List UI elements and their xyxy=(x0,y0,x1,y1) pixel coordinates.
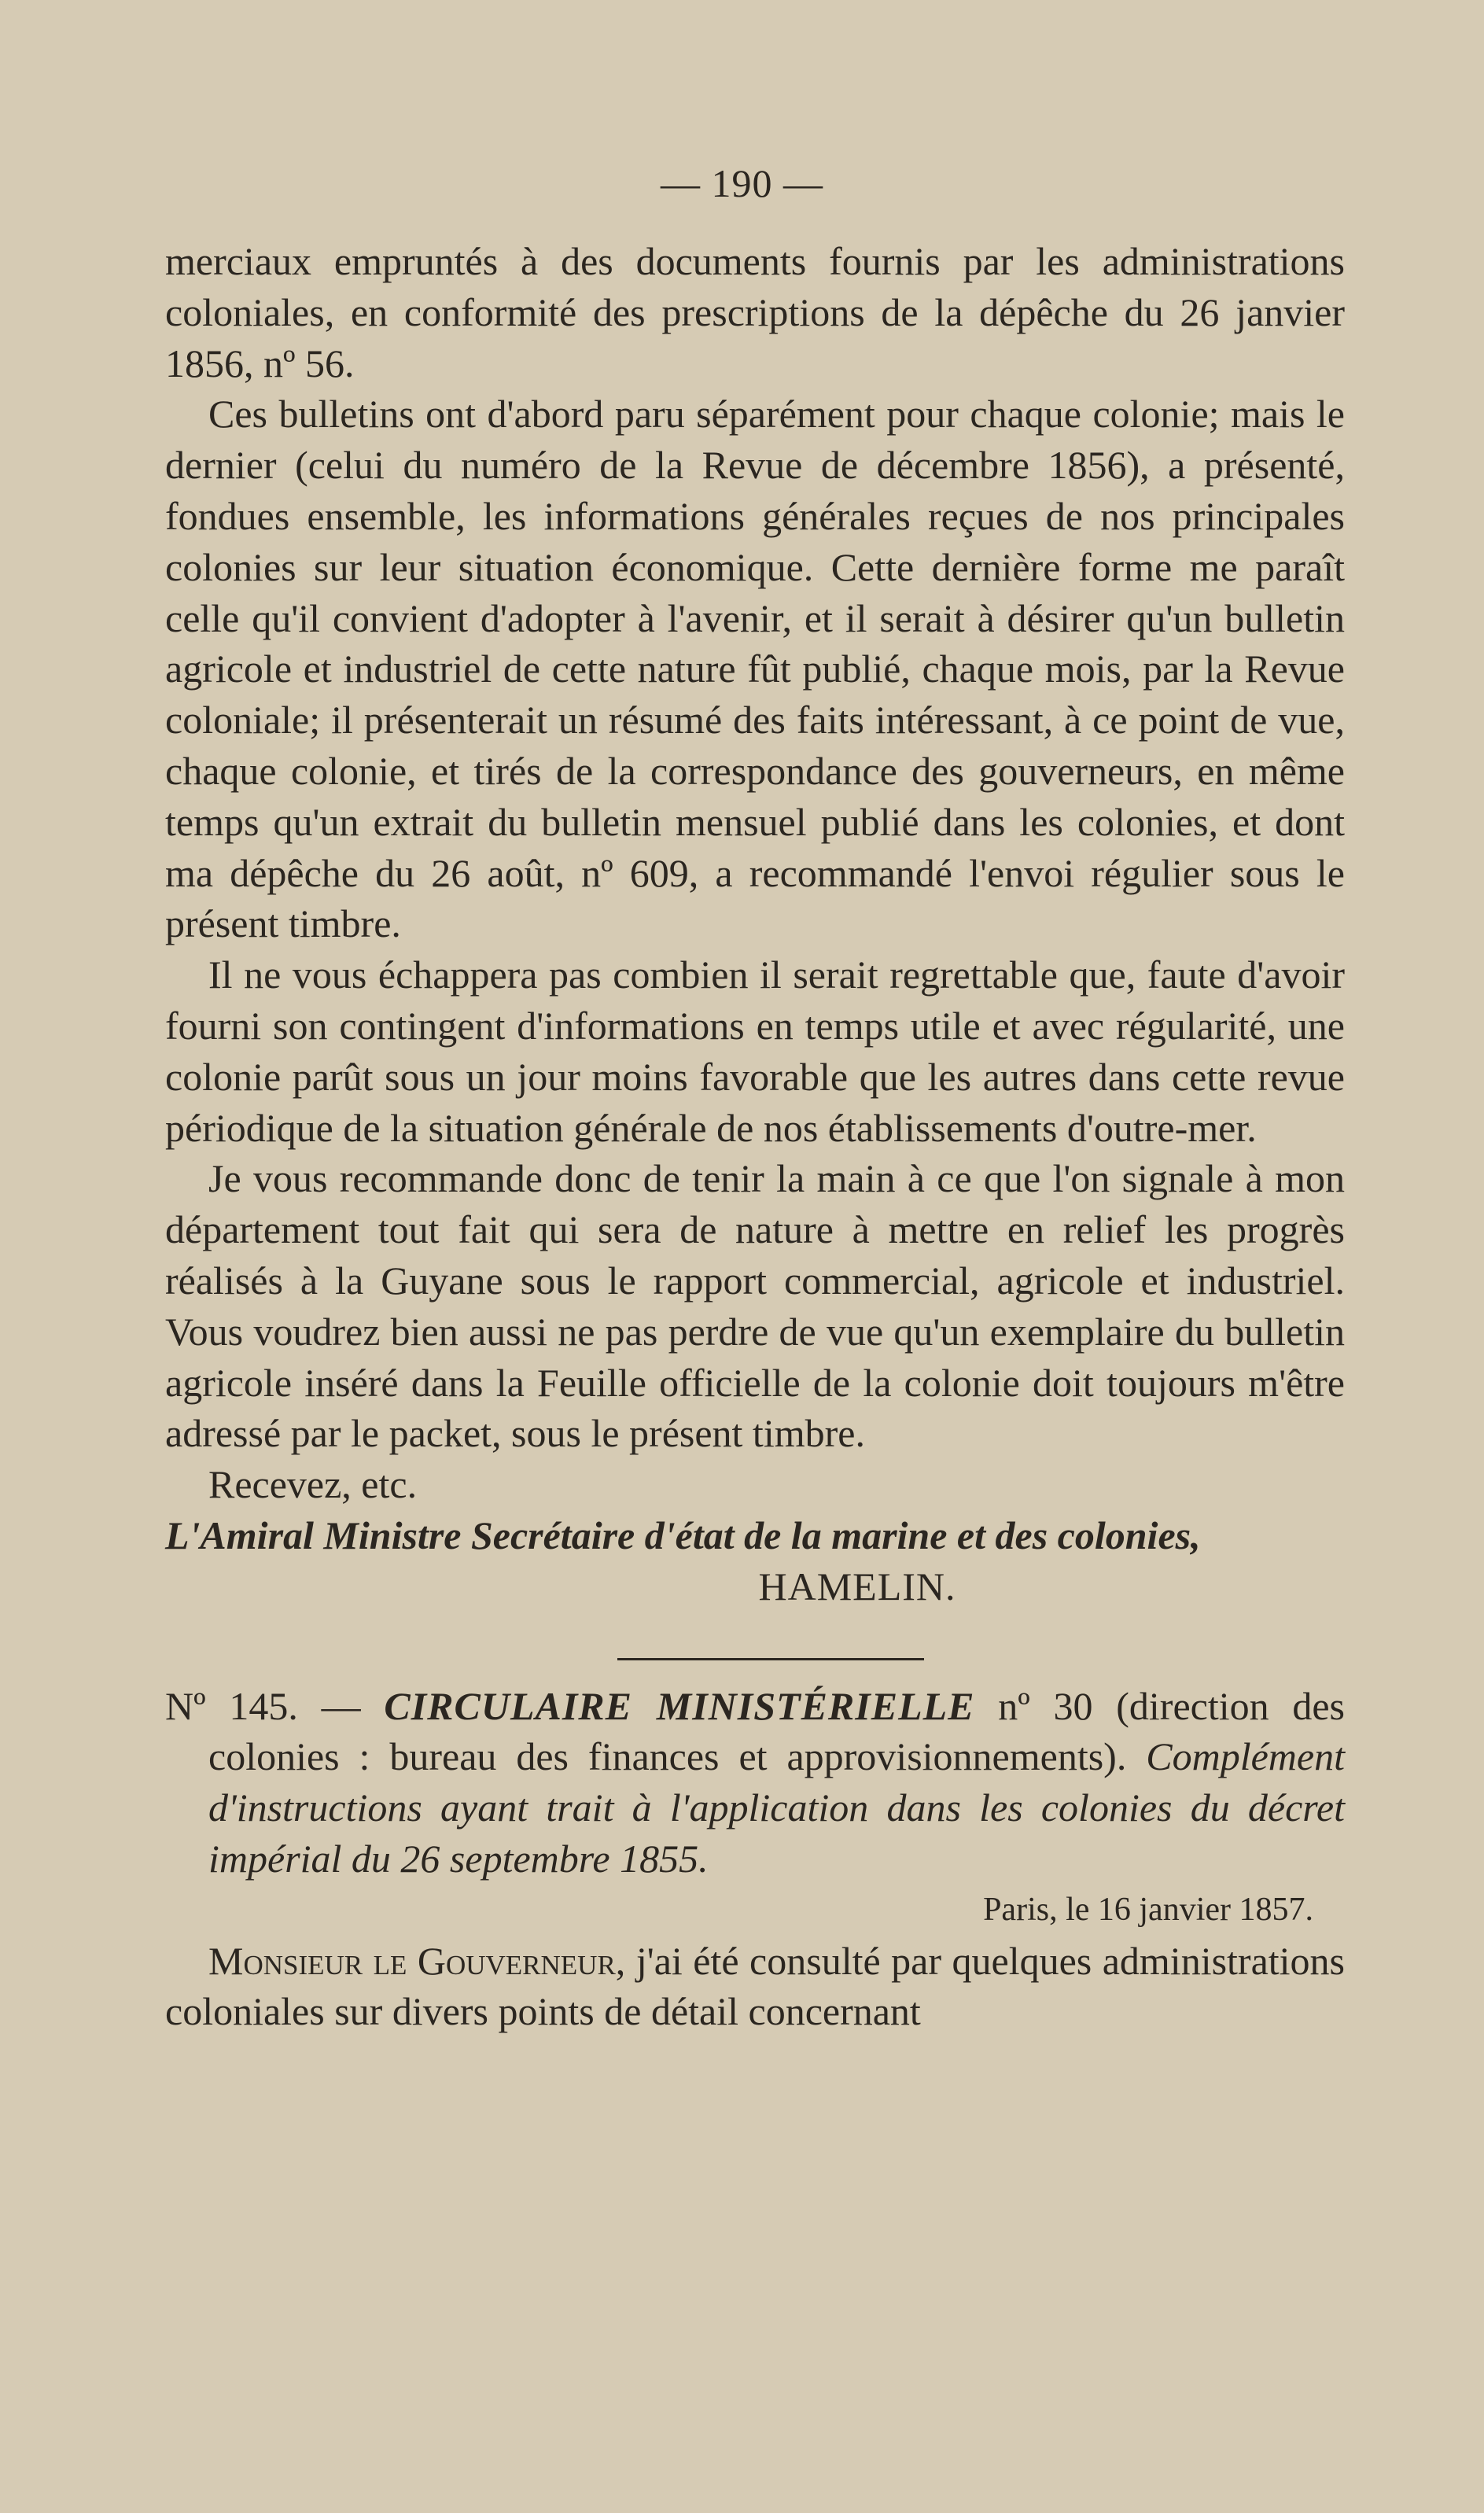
circular-title: CIRCULAIRE MINISTÉRIELLE xyxy=(384,1683,975,1728)
circular-heading xyxy=(165,1681,1345,1885)
circular-subject: Complément d'instructions ayant trait à l'application dans les colonies du décret impérial du 26 septembre 1855. xyxy=(208,1734,1345,1881)
section-divider xyxy=(617,1658,924,1660)
circular-number: Nº 145. — xyxy=(165,1683,361,1728)
signatory-title: L'Amiral Ministre Secrétaire d'état de la marine et des colonies, xyxy=(165,1513,1201,1557)
paragraph-2: Ces bulletins ont d'abord paru séparément pour chaque colonie; mais le dernier (celui du numéro de la Revue de décembre 1856), a présenté, fondues ensemble, les informations générales reçues de nos principales colonies sur leur situation économique. Cette dernière forme me paraît celle qu'il convient d'adopter à l'avenir, et il serait à désirer qu'un bulletin agricole et industriel de cette nature fût publié, chaque mois, par la Revue coloniale; il présenterait un résumé des faits intéressant, à ce point de vue, chaque colonie, et tirés de la correspondance des gouverneurs, en même temps qu'un extrait du bulletin mensuel publié dans les colonies, et dont ma dépêche du 26 août, nº 609, a recommandé l'envoi régulier sous le présent timbre. xyxy=(165,392,1345,946)
closing-formula: Recevez, etc. xyxy=(208,1462,418,1507)
paragraph-3: Il ne vous échappera pas combien il serait regrettable que, faute d'avoir fourni son contingent d'informations en temps utile et avec régularité, une colonie parût sous un jour moins favorable que les autres dans cette revue périodique de la situation générale de nos établissements d'outre-mer. xyxy=(165,953,1345,1150)
paragraph-1: merciaux empruntés à des documents fournis par les administrations coloniales, en conformité des prescriptions de la dépêche du 26 janvier 1856, nº 56. xyxy=(165,239,1345,385)
letter-text: j'ai été consulté par quelques administrations coloniales sur divers points de détail concernant xyxy=(165,1938,1346,2034)
paragraph-4: Je vous recommande donc de tenir la main à ce que l'on signale à mon département tout fait qui sera de nature à mettre en relief les progrès réalisés à la Guyane sous le rapport commercial, agricole et industriel. Vous voudrez bien aussi ne pas perdre de vue qu'un exemplaire du bulletin agricole inséré dans la Feuille officielle de la colonie doit toujours m'être adressé par le packet, sous le présent timbre. xyxy=(165,1156,1345,1456)
circular-direction: nº 30 (direction des colonies : bureau des finances et approvisionnements). xyxy=(208,1683,1346,1779)
place-date: Paris, le 16 janvier 1857. xyxy=(983,1891,1313,1928)
page-number: — 190 — xyxy=(661,161,823,205)
document-body xyxy=(165,236,1345,2037)
salutation: Monsieur le Gouverneur, xyxy=(208,1938,626,1983)
letter-opening xyxy=(165,1936,1345,2038)
signatory-name: HAMELIN. xyxy=(758,1564,956,1608)
